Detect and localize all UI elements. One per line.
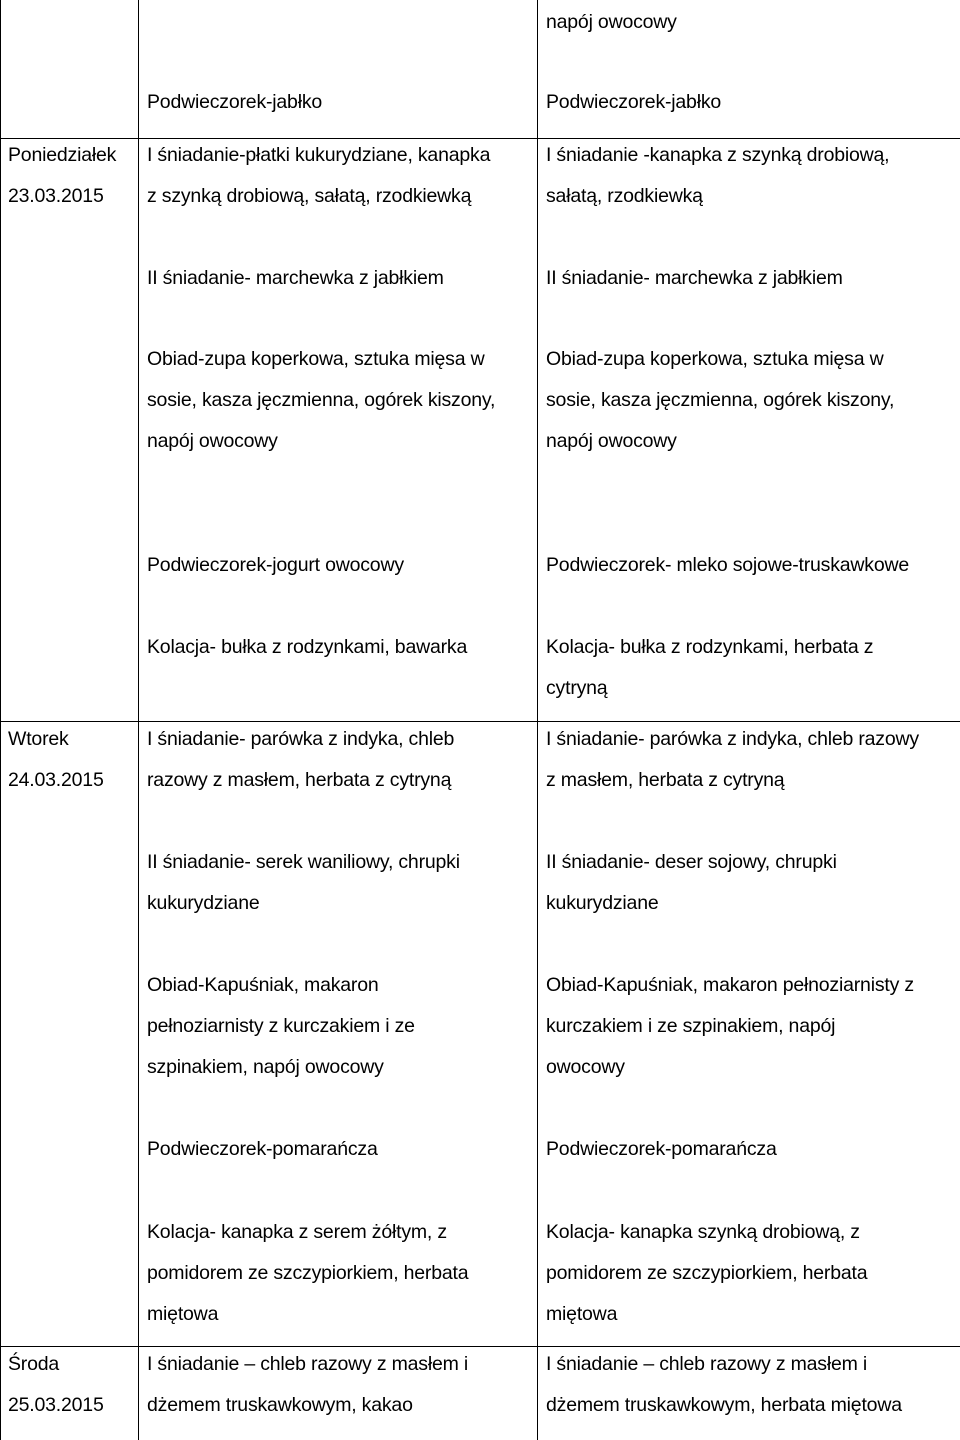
tuesday-snack-c2: Podwieczorek-pomarańcza — [546, 1138, 777, 1160]
tuesday-supper-c1-l1: Kolacja- kanapka z serem żółtym, z — [147, 1221, 447, 1243]
tuesday-lunch-c2-l2: kurczakiem i ze szpinakiem, napój — [546, 1015, 836, 1037]
monday-supper-c1: Kolacja- bułka z rodzynkami, bawarka — [147, 636, 468, 658]
tuesday-lunch-c1-l2: pełnoziarnisty z kurczakiem i ze — [147, 1015, 415, 1037]
monday-lunch-c1-l2: sosie, kasza jęczmienna, ogórek kiszony, — [147, 389, 496, 411]
pre-monday-snack-c2: Podwieczorek-jabłko — [546, 91, 722, 113]
tuesday-supper-c2-l2: pomidorem ze szczypiorkiem, herbata — [546, 1262, 868, 1284]
tuesday-supper-c1-l2: pomidorem ze szczypiorkiem, herbata — [147, 1262, 469, 1284]
tuesday-second-breakfast-c1-l1: II śniadanie- serek waniliowy, chrupki — [147, 851, 460, 873]
wednesday-breakfast-c1-l1: I śniadanie – chleb razowy z masłem i — [147, 1353, 468, 1375]
tuesday-lunch-c2-l3: owocowy — [546, 1056, 625, 1078]
tuesday-lunch-c1-l1: Obiad-Kapuśniak, makaron — [147, 974, 379, 996]
day-name-monday: Poniedziałek — [8, 144, 117, 166]
wednesday-breakfast-c2-l1: I śniadanie – chleb razowy z masłem i — [546, 1353, 867, 1375]
tuesday-breakfast-c2-l1: I śniadanie- parówka z indyka, chleb razowy — [546, 728, 919, 750]
top-carry-text: napój owocowy — [546, 11, 677, 33]
tuesday-breakfast-c1-l2: razowy z masłem, herbata z cytryną — [147, 769, 452, 791]
table-border-left — [0, 0, 1, 1440]
monday-lunch-c2-l2: sosie, kasza jęczmienna, ogórek kiszony, — [546, 389, 895, 411]
monday-snack-c2: Podwieczorek- mleko sojowe-truskawkowe — [546, 554, 910, 576]
monday-breakfast-c2-l2: sałatą, rzodkiewką — [546, 185, 703, 207]
day-name-wednesday: Środa — [8, 1353, 60, 1375]
pre-monday-snack-c1: Podwieczorek-jabłko — [147, 91, 323, 113]
day-date-wednesday: 25.03.2015 — [8, 1394, 104, 1416]
monday-snack-c1: Podwieczorek-jogurt owocowy — [147, 554, 404, 576]
monday-lunch-c2-l1: Obiad-zupa koperkowa, sztuka mięsa w — [546, 348, 884, 370]
tuesday-second-breakfast-c2-l1: II śniadanie- deser sojowy, chrupki — [546, 851, 837, 873]
tuesday-second-breakfast-c1-l2: kukurydziane — [147, 892, 260, 914]
tuesday-lunch-c1-l3: szpinakiem, napój owocowy — [147, 1056, 384, 1078]
monday-breakfast-c2-l1: I śniadanie -kanapka z szynką drobiową, — [546, 144, 890, 166]
day-date-monday: 23.03.2015 — [8, 185, 104, 207]
column-divider-1 — [138, 0, 139, 1440]
monday-lunch-c1-l1: Obiad-zupa koperkowa, sztuka mięsa w — [147, 348, 485, 370]
monday-second-breakfast-c2: II śniadanie- marchewka z jabłkiem — [546, 267, 843, 289]
tuesday-breakfast-c1-l1: I śniadanie- parówka z indyka, chleb — [147, 728, 455, 750]
tuesday-supper-c2-l3: miętowa — [546, 1303, 618, 1325]
day-date-tuesday: 24.03.2015 — [8, 769, 104, 791]
monday-lunch-c1-l3: napój owocowy — [147, 430, 278, 452]
tuesday-snack-c1: Podwieczorek-pomarańcza — [147, 1138, 378, 1160]
tuesday-supper-c1-l3: miętowa — [147, 1303, 219, 1325]
monday-breakfast-c1-l2: z szynką drobiową, sałatą, rzodkiewką — [147, 185, 472, 207]
monday-supper-c2-l1: Kolacja- bułka z rodzynkami, herbata z — [546, 636, 874, 658]
column-divider-2 — [537, 0, 538, 1440]
monday-breakfast-c1-l1: I śniadanie-płatki kukurydziane, kanapka — [147, 144, 491, 166]
tuesday-supper-c2-l1: Kolacja- kanapka szynką drobiową, z — [546, 1221, 860, 1243]
tuesday-lunch-c2-l1: Obiad-Kapuśniak, makaron pełnoziarnisty z — [546, 974, 914, 996]
day-name-tuesday: Wtorek — [8, 728, 69, 750]
monday-second-breakfast-c1: II śniadanie- marchewka z jabłkiem — [147, 267, 444, 289]
tuesday-second-breakfast-c2-l2: kukurydziane — [546, 892, 659, 914]
monday-lunch-c2-l3: napój owocowy — [546, 430, 677, 452]
wednesday-breakfast-c1-l2: dżemem truskawkowym, kakao — [147, 1394, 413, 1416]
monday-supper-c2-l2: cytryną — [546, 677, 608, 699]
wednesday-breakfast-c2-l2: dżemem truskawkowym, herbata miętowa — [546, 1394, 902, 1416]
tuesday-breakfast-c2-l2: z masłem, herbata z cytryną — [546, 769, 785, 791]
